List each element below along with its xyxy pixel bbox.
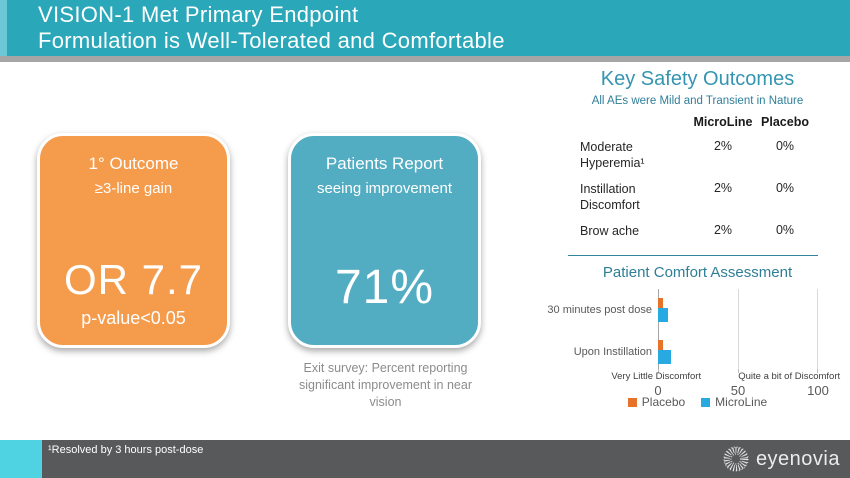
- company-logo: [722, 440, 840, 478]
- microline-value: 2%: [713, 139, 733, 153]
- tick-label-0: 0: [654, 383, 662, 398]
- axis-annotation-low: Very Little Discomfort: [611, 371, 702, 382]
- footnote: ¹Resolved by 3 hours post-dose: [48, 444, 204, 456]
- table-row: [580, 181, 835, 213]
- placebo-value: 0%: [775, 139, 795, 153]
- microline-value: 2%: [713, 223, 733, 237]
- tick-label-100: 100: [807, 383, 829, 398]
- primary-outcome-heading: [40, 136, 227, 197]
- safety-outcomes-title: Key Safety Outcomes: [600, 68, 795, 90]
- bar-group-instillation: [658, 339, 818, 365]
- header-band: [0, 0, 850, 56]
- microline-bar: [658, 350, 671, 364]
- primary-outcome-result: [40, 256, 227, 345]
- placebo-bar: [658, 298, 663, 308]
- bar-group-30min: [658, 297, 818, 323]
- chart-legend: [560, 395, 835, 409]
- patients-report-heading-line1: Patients Report: [325, 154, 444, 173]
- header-accent-stripe: [0, 0, 7, 56]
- safety-outcomes-subtitle: All AEs were Mild and Transient in Nature: [591, 95, 804, 107]
- legend-label: Placebo: [641, 395, 686, 409]
- slide-title: [38, 2, 505, 54]
- category-label: Upon Instillation: [573, 346, 652, 358]
- patients-report-heading-line2: seeing improvement: [316, 180, 453, 197]
- patients-report-heading: [291, 136, 478, 197]
- primary-outcome-heading-line2: ≥3-line gain: [94, 180, 173, 197]
- microline-value: 2%: [713, 181, 733, 195]
- bar-groups: [658, 291, 818, 369]
- patients-report-card: [288, 133, 481, 348]
- ae-label: Brow ache: [580, 224, 640, 238]
- slide-title-line1: VISION-1 Met Primary Endpoint: [38, 2, 359, 27]
- axis-annotation-high: Quite a bit of Discomfort: [738, 371, 841, 382]
- odds-ratio-value: OR 7.7: [63, 256, 204, 303]
- placebo-bar: [658, 340, 663, 350]
- comfort-bar-chart: [547, 291, 841, 398]
- ae-label: Instillation Discomfort: [580, 182, 640, 212]
- header-divider: [0, 56, 850, 62]
- table-row: [580, 139, 835, 171]
- ae-label: Moderate Hyperemia¹: [580, 140, 645, 170]
- eyenovia-ring-icon: [722, 445, 750, 473]
- exit-survey-caption: Exit survey: Percent reporting significant improvement in near vision: [299, 361, 472, 409]
- primary-outcome-card: [37, 133, 230, 348]
- legend-label: MicroLine: [715, 395, 768, 409]
- slide-title-line2: Formulation is Well-Tolerated and Comfortable: [38, 28, 505, 53]
- patients-report-result: [291, 260, 478, 345]
- placebo-value: 0%: [775, 181, 795, 195]
- chart-category-labels: [547, 291, 658, 369]
- microline-bar: [658, 308, 668, 322]
- column-header-placebo: Placebo: [761, 115, 809, 129]
- footer-band: [0, 440, 850, 478]
- table-row: [580, 223, 835, 239]
- safety-table-header: [580, 115, 835, 129]
- right-column: [547, 68, 841, 409]
- comfort-assessment-title: Patient Comfort Assessment: [602, 264, 793, 281]
- improvement-percentage: 71%: [334, 261, 435, 314]
- category-label: 30 minutes post dose: [547, 304, 652, 316]
- microline-swatch-icon: [701, 398, 710, 407]
- primary-outcome-heading-line1: 1° Outcome: [88, 154, 179, 173]
- p-value: p-value<0.05: [81, 308, 186, 328]
- column-header-microline: MicroLine: [693, 115, 753, 129]
- safety-table-header-spacer: [580, 115, 692, 129]
- placebo-swatch-icon: [628, 398, 637, 407]
- section-divider: [568, 255, 818, 256]
- tick-label-50: 50: [730, 383, 746, 398]
- logo-text: eyenovia: [755, 447, 840, 470]
- footer-accent-block: [0, 440, 42, 478]
- placebo-value: 0%: [775, 223, 795, 237]
